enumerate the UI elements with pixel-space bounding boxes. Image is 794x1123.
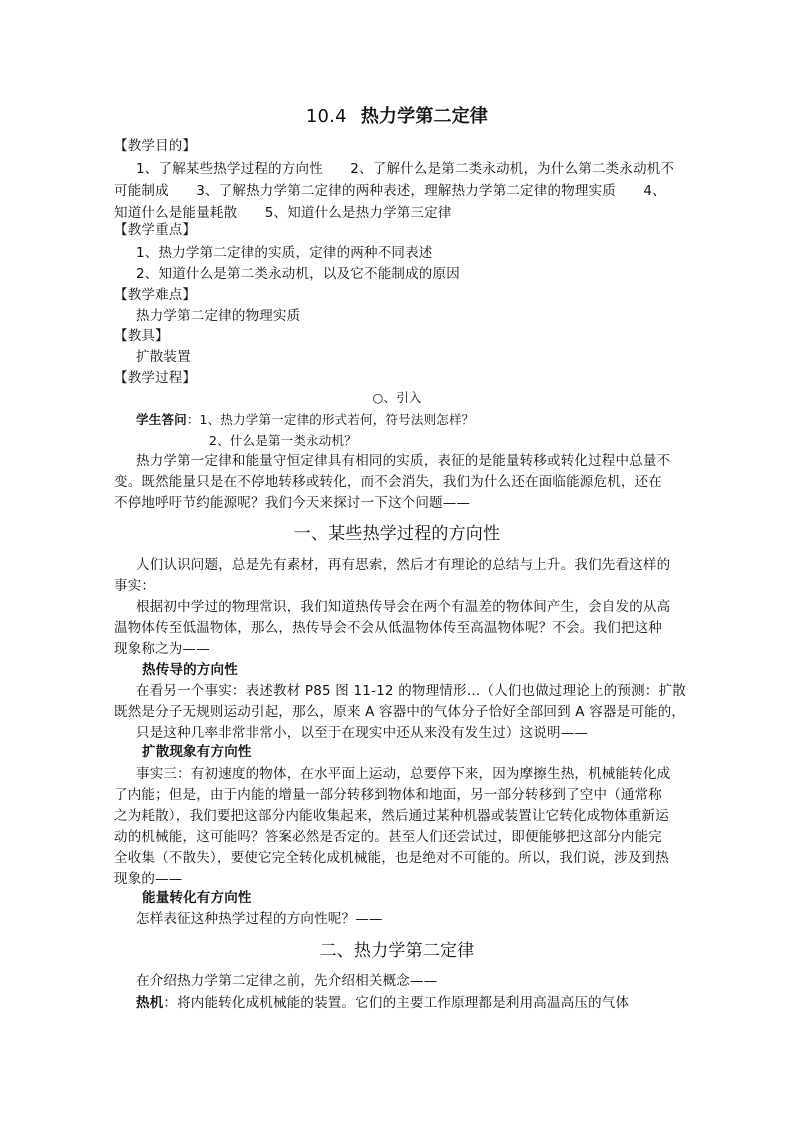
- paragraph-8-line-1: [136, 993, 629, 1014]
- title-text: 热力学第二定律: [360, 106, 489, 127]
- paragraph-5-line-6: 现象的——: [114, 871, 183, 887]
- paragraph-5-line-1: 事实三：有初速度的物体，在水平面上运动，总要停下来，因为摩擦生热，机械能转化成: [136, 766, 671, 782]
- conclusion-energy-conversion: 能量转化有方向性: [142, 890, 252, 906]
- student-question-2: 2、什么是第一类永动机？: [209, 433, 357, 448]
- tools-1: 扩散装置: [136, 349, 191, 365]
- paragraph-6-line-1: 怎样表征这种热学过程的方向性呢？——: [136, 911, 383, 927]
- paragraph-4-line-3: 只是这种几率非常非常小，以至于在现实中还从来没有发生过）这说明——: [136, 725, 589, 741]
- intro-heading: ○、引入: [372, 390, 422, 405]
- paragraph-3-line-3: 现象称之为——: [114, 641, 210, 657]
- heat-engine-term: 热机: [136, 995, 164, 1011]
- paragraph-2-line-2: 事实：: [114, 578, 156, 594]
- conclusion-diffusion: 扩散现象有方向性: [142, 744, 252, 760]
- paragraph-1-line-1: 热力学第一定律和能量守恒定律具有相同的实质，表征的是能量转移或转化过程中总量不: [136, 453, 671, 469]
- section-heading-2: 二、热力学第二定律: [319, 941, 475, 961]
- paragraph-2-line-1: 人们认识问题，总是先有素材，再有思索，然后才有理论的总结与上升。我们先看这样的: [136, 557, 671, 573]
- paragraph-5-line-5: 全收集（不散失），要使它完全转化成机械能，也是绝对不可能的。所以，我们说，涉及到热: [114, 850, 669, 866]
- goal-line-3: 知道什么是能量耗散 5、知道什么是热力学第三定律: [114, 205, 452, 221]
- paragraph-4-line-1: 在看另一个事实：表述教材 P85 图 11-12 的物理情形…（人们也做过理论上的预测：扩散: [136, 683, 686, 699]
- goal-line-2: 可能制成 3、了解热力学第二定律的两种表述，理解热力学第二定律的物理实质 4、: [114, 183, 666, 199]
- student-question-label: 学生答问: [136, 412, 187, 427]
- paragraph-5-line-4: 动的机械能，这可能吗？答案必然是否定的。甚至人们还尝试过，即便能够把这部分内能完: [114, 829, 662, 845]
- heat-engine-definition: ：将内能转化成机械能的装置。它们的主要工作原理都是利用高温高压的气体: [163, 995, 630, 1011]
- student-question-1: ：1、热力学第一定律的形式若何，符号法则怎样？: [186, 412, 475, 427]
- paragraph-5-line-2: 了内能；但是，由于内能的增量一部分转移到物体和地面，另一部分转移到了空中（通常称: [114, 787, 662, 803]
- goal-line-1: 1、了解某些热学过程的方向性 2、了解什么是第二类永动机，为什么第二类永动机不: [136, 161, 675, 177]
- heading-difficulties: 【教学难点】: [114, 287, 197, 303]
- title-number: 10.4: [305, 106, 347, 127]
- page-title: [0, 104, 794, 130]
- paragraph-7-line-1: 在介绍热力学第二定律之前，先介绍相关概念——: [136, 973, 438, 989]
- heading-key-points: 【教学重点】: [114, 222, 197, 238]
- paragraph-3-line-1: 根据初中学过的物理常识，我们知道热传导会在两个有温差的物体间产生，会自发的从高: [136, 599, 671, 615]
- heading-process: 【教学过程】: [114, 370, 197, 386]
- paragraph-3-line-2: 温物体传至低温物体，那么，热传导会不会从低温物体传至高温物体呢？不会。我们把这种: [114, 620, 662, 636]
- student-question-line-1: [136, 409, 474, 430]
- difficulty-1: 热力学第二定律的物理实质: [136, 308, 301, 324]
- conclusion-heat-conduction: 热传导的方向性: [142, 662, 238, 678]
- key-point-2: 2、知道什么是第二类永动机，以及它不能制成的原因: [136, 266, 460, 282]
- paragraph-5-line-3: 之为耗散），我们要把这部分内能收集起来，然后通过某种机器或装置让它转化成物体重新运: [114, 808, 669, 824]
- paragraph-4-line-2: 既然是分子无规则运动引起，那么，原来 A 容器中的气体分子恰好全部回到 A 容器是可能的，: [114, 704, 686, 720]
- heading-tools: 【教具】: [114, 328, 169, 344]
- section-heading-1: 一、某些热学过程的方向性: [293, 524, 501, 544]
- paragraph-1-line-2: 变。既然能量只是在不停地转移或转化，而不会消失，我们为什么还在面临能源危机，还在: [114, 474, 662, 490]
- paragraph-1-line-3: 不停地呼吁节约能源呢？我们今天来探讨一下这个问题——: [114, 495, 471, 511]
- heading-teaching-goal: 【教学目的】: [114, 138, 197, 154]
- key-point-1: 1、热力学第二定律的实质，定律的两种不同表述: [136, 245, 433, 261]
